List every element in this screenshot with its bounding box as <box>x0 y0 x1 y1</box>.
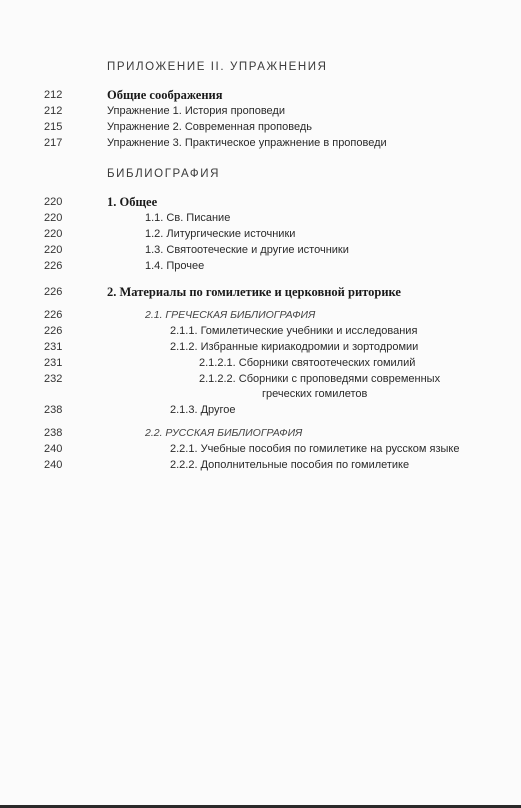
entry-title: 1.3. Святоотеческие и другие источники <box>145 244 349 256</box>
toc-entry[interactable] <box>0 243 521 259</box>
entry-title: 2.1.2.2. Сборники с проповедями современных <box>199 373 441 385</box>
entry-title: 1.1. Св. Писание <box>145 212 231 224</box>
page-number: 240 <box>44 443 63 455</box>
entry-title: 1. Общее <box>107 195 158 209</box>
page-number: 232 <box>44 373 63 385</box>
toc-entry[interactable] <box>0 426 521 442</box>
entry-title: 2.2.1. Учебные пособия по гомилетике на русском языке <box>170 443 460 455</box>
page-number: 240 <box>44 459 63 471</box>
toc-entry[interactable] <box>0 120 521 136</box>
toc-entry-continuation <box>0 387 521 403</box>
entry-title: 1.2. Литургические источники <box>145 228 296 240</box>
page-number: 238 <box>44 427 63 439</box>
entry-title: греческих гомилетов <box>262 388 368 400</box>
entry-title: Упражнение 3. Практическое упражнение в проповеди <box>107 137 387 149</box>
entry-title: Упражнение 2. Современная проповедь <box>107 121 312 133</box>
entry-title: 2.1.1. Гомилетические учебники и исследования <box>170 325 418 337</box>
toc-entry[interactable] <box>0 403 521 419</box>
toc-entry[interactable] <box>0 88 521 104</box>
page-number: 220 <box>44 212 63 224</box>
page-number: 231 <box>44 341 63 353</box>
toc-entry[interactable] <box>0 211 521 227</box>
page-number: 220 <box>44 228 63 240</box>
page-number: 220 <box>44 244 63 256</box>
toc-entry[interactable] <box>0 104 521 120</box>
toc-entry[interactable] <box>0 356 521 372</box>
entry-title: 2.2. РУССКАЯ БИБЛИОГРАФИЯ <box>145 427 303 439</box>
entry-title: 2.1.3. Другое <box>170 404 236 416</box>
page-number: 226 <box>44 286 63 298</box>
toc-entry[interactable] <box>0 285 521 301</box>
page-number: 226 <box>44 309 63 321</box>
entry-title: 2.1.2. Избранные кириакодромии и зортодромии <box>170 341 419 353</box>
toc-entry[interactable] <box>0 458 521 474</box>
bibliography-title: БИБЛИОГРАФИЯ <box>107 168 221 180</box>
toc-entry[interactable] <box>0 136 521 152</box>
entry-title: 2.1. ГРЕЧЕСКАЯ БИБЛИОГРАФИЯ <box>145 309 316 321</box>
entry-title: 1.4. Прочее <box>145 260 205 272</box>
entry-title: Общие соображения <box>107 88 223 102</box>
toc-entry[interactable] <box>0 227 521 243</box>
page-number: 226 <box>44 260 63 272</box>
page-number: 217 <box>44 137 63 149</box>
page-number: 231 <box>44 357 63 369</box>
toc-entry[interactable] <box>0 308 521 324</box>
page-number: 226 <box>44 325 63 337</box>
page-number: 215 <box>44 121 63 133</box>
toc-entry[interactable] <box>0 442 521 458</box>
toc-entry[interactable] <box>0 259 521 275</box>
page-number: 212 <box>44 89 63 101</box>
entry-title: 2.1.2.1. Сборники святоотеческих гомилий <box>199 357 416 369</box>
page-number: 238 <box>44 404 63 416</box>
entry-title: Упражнение 1. История проповеди <box>107 105 285 117</box>
toc-entry[interactable] <box>0 324 521 340</box>
entry-title: 2.2.2. Дополнительные пособия по гомилетике <box>170 459 410 471</box>
entry-title: 2. Материалы по гомилетике и церковной риторике <box>107 285 401 299</box>
toc-entry[interactable] <box>0 340 521 356</box>
toc-entry[interactable] <box>0 195 521 211</box>
page-number: 212 <box>44 105 63 117</box>
page-number: 220 <box>44 196 63 208</box>
toc-entry[interactable] <box>0 372 521 388</box>
appendix-title: ПРИЛОЖЕНИЕ II. УПРАЖНЕНИЯ <box>107 61 328 73</box>
